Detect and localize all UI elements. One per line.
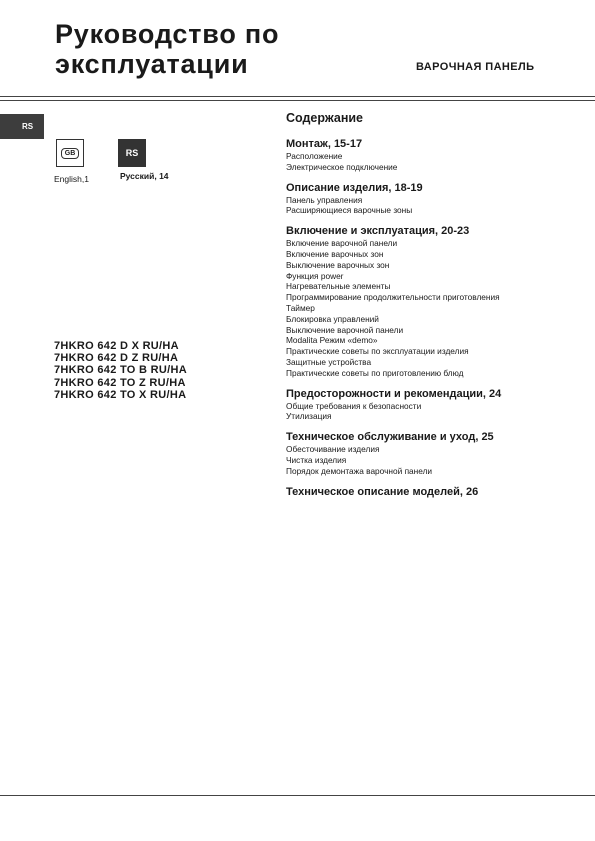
product-type: ВАРОЧНАЯ ПАНЕЛЬ: [416, 61, 535, 73]
toc-item[interactable]: Включение варочных зон: [286, 248, 384, 259]
language-side-tab-label: RS: [22, 122, 34, 131]
toc-section: [286, 181, 576, 217]
model-item: 7HKRO 642 D Z RU/HA: [54, 352, 179, 365]
toc-item[interactable]: Панель управления: [286, 194, 363, 205]
toc-section-heading[interactable]: Описание изделия, 18-19: [286, 181, 423, 194]
model-list: [54, 340, 187, 401]
toc-item[interactable]: Расположение: [286, 151, 343, 161]
model-item: 7HKRO 642 TO Z RU/HA: [54, 376, 186, 389]
toc-section: [286, 387, 576, 423]
gb-code: GB: [61, 148, 79, 159]
rs-language-label: Русский, 14: [120, 171, 169, 181]
model-item: 7HKRO 642 D X RU/HA: [54, 340, 179, 352]
model-item: 7HKRO 642 TO X RU/HA: [54, 388, 187, 401]
rs-code: RS: [125, 148, 139, 158]
toc-section-heading[interactable]: Техническое описание моделей, 26: [286, 485, 479, 498]
toc-item[interactable]: Включение варочной панели: [286, 238, 398, 249]
toc-item[interactable]: Общие требования к безопасности: [286, 400, 422, 411]
header-rule: [0, 96, 595, 97]
toc-sections: [286, 137, 576, 499]
toc-section: [286, 137, 576, 173]
toc-section: [286, 430, 576, 476]
table-of-contents: [286, 111, 576, 507]
toc-item[interactable]: Практические советы по приготовлению блюд: [286, 367, 464, 378]
toc-section-heading[interactable]: Предосторожности и рекомендации, 24: [286, 387, 502, 400]
toc-item[interactable]: Выключение варочной панели: [286, 324, 404, 335]
toc-item[interactable]: Порядок демонтажа варочной панели: [286, 465, 433, 476]
gb-language-label: English,1: [54, 174, 89, 184]
toc-item[interactable]: Блокировка управлений: [286, 313, 379, 324]
footer-rule: [0, 795, 595, 796]
toc-item[interactable]: Таймер: [286, 302, 315, 313]
language-side-tab: [0, 114, 44, 139]
gb-language-icon[interactable]: [56, 139, 84, 167]
toc-section-heading[interactable]: Монтаж, 15-17: [286, 138, 363, 150]
toc-section: [286, 485, 576, 499]
rs-language-icon[interactable]: [118, 139, 146, 167]
toc-item[interactable]: Расширяющиеся варочные зоны: [286, 205, 413, 216]
toc-item[interactable]: Чистка изделия: [286, 454, 347, 465]
toc-item[interactable]: Защитные устройства: [286, 356, 372, 367]
title-line-1: Руководство по: [55, 19, 280, 49]
header-rule-2: [0, 100, 595, 101]
model-item: 7HKRO 642 TO B RU/HA: [54, 364, 187, 377]
toc-section-heading[interactable]: Включение и эксплуатация, 20-23: [286, 225, 470, 238]
toc-item[interactable]: Функция power: [286, 270, 344, 281]
toc-item[interactable]: Нагревательные элементы: [286, 281, 391, 292]
title-line-2: эксплуатации: [55, 49, 249, 79]
toc-item[interactable]: Электрическое подключение: [286, 161, 398, 172]
toc-item[interactable]: Modalita Режим «demo»: [286, 335, 378, 346]
toc-section: [286, 224, 576, 378]
toc-title: Содержание: [286, 111, 364, 125]
toc-item[interactable]: Выключение варочных зон: [286, 259, 390, 270]
toc-item[interactable]: Практические советы по эксплуатации изделия: [286, 346, 469, 357]
toc-item[interactable]: Программирование продолжительности приготовления: [286, 292, 500, 303]
toc-section-heading[interactable]: Техническое обслуживание и уход, 25: [286, 431, 494, 444]
toc-item[interactable]: Обесточивание изделия: [286, 444, 380, 455]
toc-item[interactable]: Утилизация: [286, 411, 332, 422]
